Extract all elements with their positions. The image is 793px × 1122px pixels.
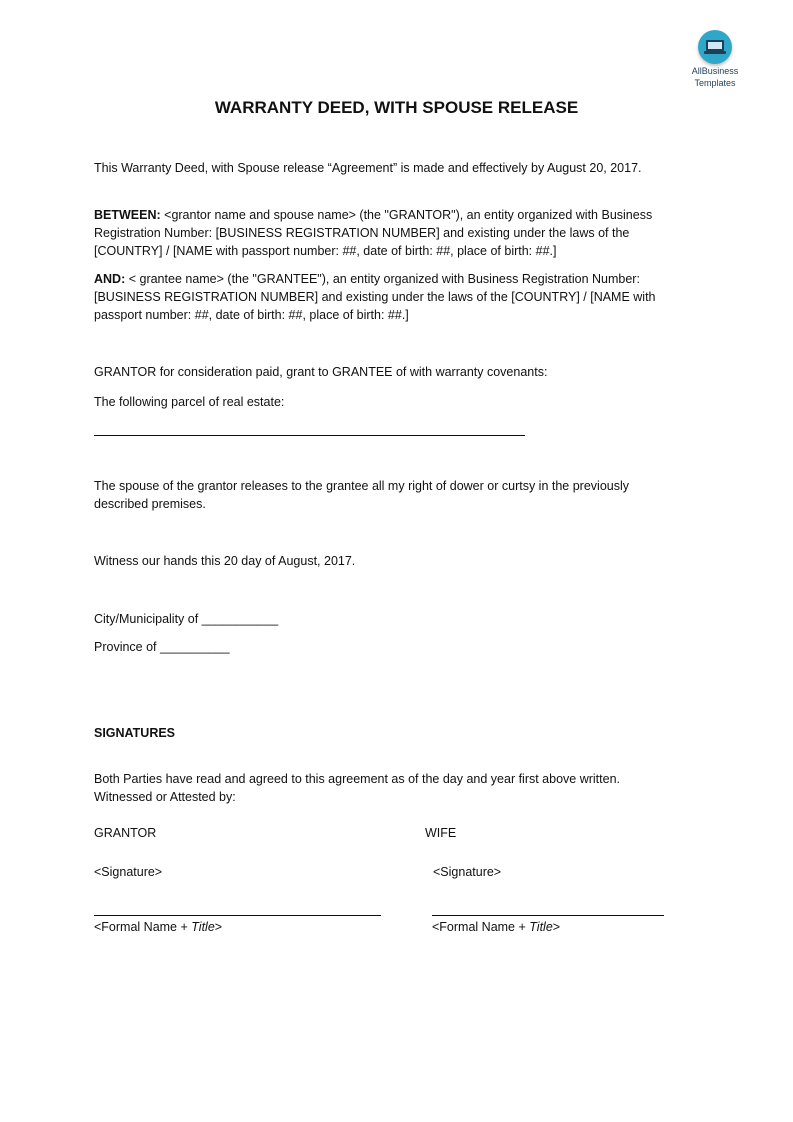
grantor-label: GRANTOR <box>94 826 157 840</box>
grantor-formal-name: <Formal Name + Title> <box>94 920 223 934</box>
brand-name-line2: Templates <box>694 78 736 88</box>
and-text: < grantee name> (the "GRANTEE"), an entity organized with Business Registration Number: [BUSINESS REGISTRATION NUMBER] and existing under the laws of the [COUNTRY] / [NAME with passport number: ##, date of birth: ##, place of birth: ##.] <box>94 272 656 322</box>
wife-formal-name: <Formal Name + Title> <box>432 920 561 934</box>
brand-logo <box>682 30 748 88</box>
wife-label: WIFE <box>425 826 457 840</box>
grantor-signature-placeholder: <Signature> <box>94 865 163 879</box>
grantor-title-placeholder: Title <box>191 920 215 934</box>
grantor-signature-line <box>94 915 381 916</box>
signatures-heading: SIGNATURES <box>94 726 176 740</box>
laptop-icon <box>698 30 732 64</box>
wife-signature-placeholder: <Signature> <box>433 865 502 879</box>
parcel-paragraph: The following parcel of real estate: <box>94 395 285 409</box>
signatures-statement: Both Parties have read and agreed to this agreement as of the day and year first above written. Witnessed or Attested by: <box>94 772 621 804</box>
between-text: <grantor name and spouse name> (the "GRANTOR"), an entity organized with Business Registration Number: [BUSINESS REGISTRATION NUMBER] and existing under the laws of the [COUNTRY] / [NAME with passport number: ##, date of birth: ##, place of birth: ##.] <box>94 208 653 258</box>
spouse-release-paragraph: The spouse of the grantor releases to the grantee all my right of dower or curtsy in the previously described premises. <box>94 479 629 511</box>
document-title: WARRANTY DEED, WITH SPOUSE RELEASE <box>214 98 579 117</box>
witness-paragraph: Witness our hands this 20 day of August, 2017. <box>94 554 356 568</box>
between-label: BETWEEN: <box>94 208 161 222</box>
between-paragraph <box>94 206 684 260</box>
and-paragraph <box>94 270 684 324</box>
brand-name-line1: AllBusiness <box>691 66 739 76</box>
city-line: City/Municipality of ___________ <box>94 612 279 626</box>
intro-paragraph: This Warranty Deed, with Spouse release “Agreement” is made and effectively by August 20, 2017. <box>94 161 642 175</box>
province-line: Province of __________ <box>94 640 230 654</box>
parcel-blank-line <box>94 435 525 436</box>
wife-title-placeholder: Title <box>529 920 553 934</box>
wife-signature-line <box>432 915 664 916</box>
and-label: AND: <box>94 272 126 286</box>
consideration-paragraph: GRANTOR for consideration paid, grant to GRANTEE of with warranty covenants: <box>94 365 548 379</box>
